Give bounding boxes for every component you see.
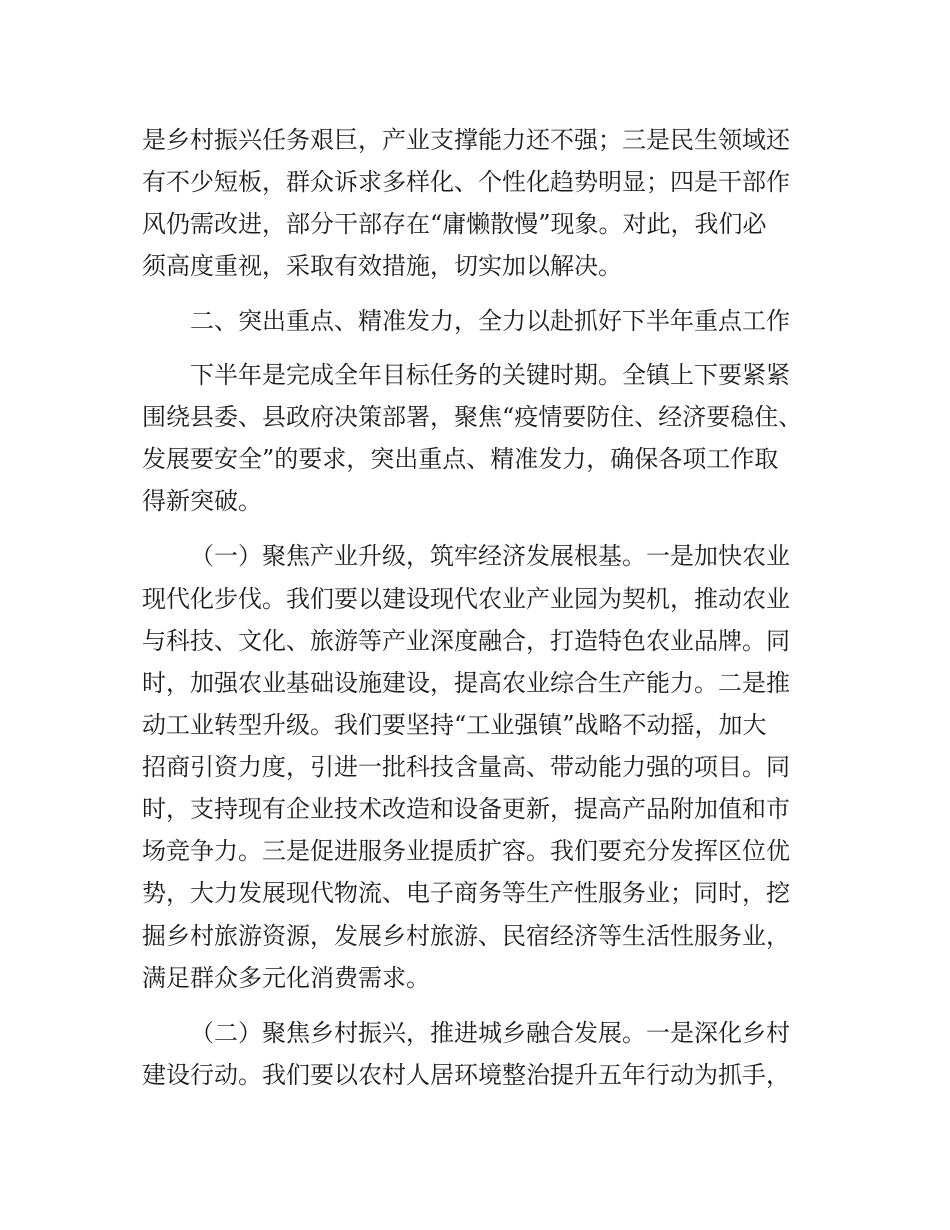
- paragraph-line: 是乡村振兴任务艰巨，产业支撑能力还不强；三是民生领域还: [142, 126, 790, 154]
- paragraph-line: 下半年是完成全年目标任务的关键时期。全镇上下要紧紧: [190, 361, 790, 389]
- paragraph-line: 场竞争力。三是促进服务业提质扩容。我们要充分发挥区位优: [142, 837, 790, 865]
- paragraph-line: 发展要安全”的要求，突出重点、精准发力，确保各项工作取: [142, 445, 779, 473]
- paragraph-line: 招商引资力度，引进一批科技含量高、带动能力强的项目。同: [142, 753, 790, 781]
- paragraph-line: 时，加强农业基础设施建设，提高农业综合生产能力。二是推: [142, 669, 790, 697]
- paragraph-line: 掘乡村旅游资源，发展乡村旅游、民宿经济等生活性服务业，: [142, 922, 790, 950]
- paragraph-line: 满足群众多元化消费需求。: [142, 964, 430, 992]
- paragraph-line: 现代化步伐。我们要以建设现代农业产业园为契机，推动农业: [142, 585, 790, 613]
- paragraph-line: 建设行动。我们要以农村人居环境整治提升五年行动为抓手，: [142, 1061, 790, 1089]
- paragraph-line: 围绕县委、县政府决策部署，聚焦“疫情要防住、经济要稳住、: [142, 403, 803, 431]
- paragraph-line: 有不少短板，群众诉求多样化、个性化趋势明显；四是干部作: [142, 168, 790, 196]
- paragraph-line: 势，大力发展现代物流、电子商务等生产性服务业；同时，挖: [142, 879, 790, 907]
- paragraph-line: 须高度重视，采取有效措施，切实加以解决。: [142, 252, 622, 280]
- paragraph-line: 与科技、文化、旅游等产业深度融合，打造特色农业品牌。同: [142, 627, 790, 655]
- paragraph-line: 时，支持现有企业技术改造和设备更新，提高产品附加值和市: [142, 795, 790, 823]
- paragraph-line: 得新突破。: [142, 487, 262, 515]
- paragraph-line: 动工业转型升级。我们要坚持“工业强镇”战略不动摇，加大: [142, 711, 767, 739]
- paragraph-line: （二）聚焦乡村振兴，推进城乡融合发展。一是深化乡村: [190, 1019, 790, 1047]
- section-heading: 二、突出重点、精准发力，全力以赴抓好下半年重点工作: [190, 307, 790, 335]
- paragraph-line: 风仍需改进，部分干部存在“庸懒散慢”现象。对此，我们必: [142, 210, 767, 238]
- paragraph-line: （一）聚焦产业升级，筑牢经济发展根基。一是加快农业: [190, 542, 790, 570]
